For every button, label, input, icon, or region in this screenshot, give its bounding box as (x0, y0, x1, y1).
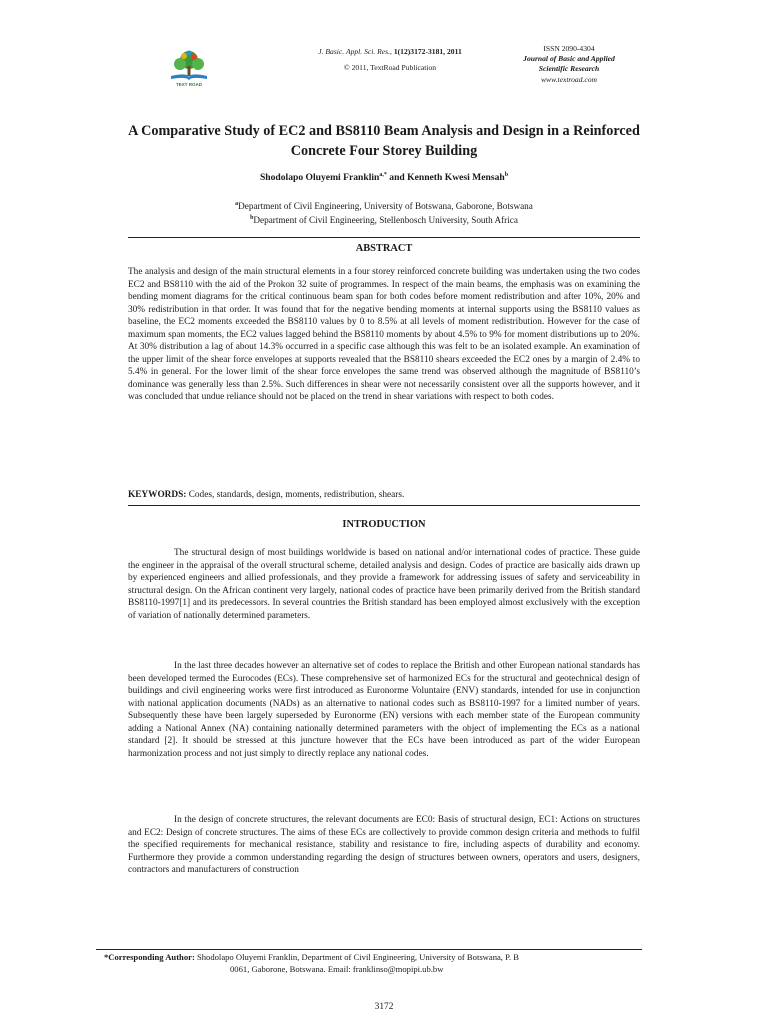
divider-abstract (128, 505, 640, 506)
footnote-label: *Corresponding Author: (104, 952, 195, 962)
affiliation-b-text: Department of Civil Engineering, Stellenbosch University, South Africa (253, 215, 518, 226)
affiliation-b-sup: b (250, 215, 254, 222)
textroad-logo (163, 48, 215, 90)
logo-text: TEXT ROAD (175, 82, 202, 87)
abstract-heading: ABSTRACT (355, 243, 413, 254)
introduction-heading: INTRODUCTION (342, 519, 426, 530)
corresponding-author-footnote (104, 952, 644, 975)
journal-citation (284, 44, 496, 60)
author-joiner: and (389, 172, 405, 184)
footnote-text-1: Shodolapo Oluyemi Franklin, Department of Civil Engineering, University of Botswana, P. B (196, 952, 519, 962)
author-2: Kenneth Kwesi Mensah (407, 172, 505, 184)
keywords-label: KEYWORDS: (128, 490, 187, 500)
journal-header-center (284, 44, 496, 76)
footnote-line1 (104, 952, 644, 964)
page-number: 3172 (374, 1002, 394, 1012)
journal-header-right (494, 44, 644, 85)
author-1-sup: a,* (379, 172, 387, 178)
affiliations (110, 198, 658, 226)
intro-paragraph-1: The structural design of most buildings worldwide is based on national and/or international codes of practice. These guide the engineer in the appraisal of the overall structural scheme, detailed analysis and design. Codes of practice are basically aids drawn up by experienced engineers and allied professionals, and they provide a framework for addressing issues of safety and serviceability in structural design. On the African continent very largely, national codes of practice have been primarily derived from the British standard BS8110-1997[1] and its predecessors. In several countries the British standard has been employed almost exclusively with the exception of variation of nationally determined parameters. (128, 548, 640, 621)
affiliation-a (110, 198, 658, 212)
abstract-text: The analysis and design of the main structural elements in a four storey reinforced concrete building was undertaken using the two codes EC2 and BS8110 with the aid of the Prokon 32 suite of programmes. In respect of the main beams, the emphasis was on examining the bending moment diagrams for the critical continuous beam span for both codes before moment redistribution and after 10%, 20% and 30% redistribution in that order. It was found that for the negative bending moments at internal supports using the BS8110 values as baseline, the EC2 moments exceeded the BS8110 values by 0 to 8.5% at all levels of moment redistribution. However for the case of maximum span moments, the EC2 values lagged behind the BS8110 moments by about 4.5% to 9% for moment distributions up to 20%. At 30% distribution a lag of about 14.3% occurred in a specific case although this was felt to be an isolated example. An examination of the upper limit of the shear force envelopes at supports revealed that the BS8110 shears exceeded the EC2 ones by a margin of 2.4% to 5.4% in general. For the lower limit of the shear force envelopes the same trend was observed although the magnitude of BS8110’s dominance was generally less than 2.5%. Such differences in shear were not necessarily consistent over all the supports however, and it was concluded that undue reliance should not be placed on the trend in shear variations with respect to both codes. (128, 267, 640, 402)
affiliation-a-sup: a (235, 201, 239, 207)
paper-title: A Comparative Study of EC2 and BS8110 Beam Analysis and Design in a Reinforced Concrete Four Storey Building (128, 123, 640, 159)
keywords-list: Codes, standards, design, moments, redistribution, shears. (188, 490, 405, 500)
author-line (110, 172, 658, 183)
citation-volume: 1(12)3172-3181, 2011 (393, 47, 462, 56)
footnote-line2: 0061, Gaborone, Botswana. Email: franklinso@mopipi.ub.bw (230, 963, 444, 974)
copyright-notice: © 2011, TextRoad Publication (343, 63, 437, 72)
affiliation-a-text: Department of Civil Engineering, University of Botswana, Gaborone, Botswana (238, 201, 533, 212)
intro-paragraph-3: In the design of concrete structures, the relevant documents are EC0: Basis of structural design, EC1: Actions on structures and EC2: Design of concrete structures. The aims of these ECs are collectively to provide common design criteria and methods to fulfil the specified requirements for mechanical resistance, stability and resistance to fire, including aspects of durability and economy. Furthermore they provide a common understanding regarding the design of structures between owners, operators and users, designers, contractors and manufacturers of construction (128, 815, 640, 875)
journal-name-line2: Scientific Research (538, 64, 600, 74)
affiliation-b (110, 212, 658, 226)
footnote-divider (96, 949, 642, 950)
keywords (128, 489, 640, 502)
divider-top (128, 237, 640, 238)
intro-paragraph-2: In the last three decades however an alternative set of codes to replace the British and other European national standards has been developed termed the Eurocodes (ECs). These comprehensive set of harmonized ECs for the structural and geotechnical design of buildings and civil engineering works were first introduced as Euronorme Voluntaire (ENV) standards, intended for use in conjunction with national application documents (NADs) as an alternative to national codes such as BS8110-1997 for a limited number of years. Subsequently these have been largely superseded by Euronorme (EN) versions with each member state of the European community adding a National Annex (NA) containing nationally determined parameters with the object of implementing the ECs as a national standard [2]. It should be stressed at this juncture however that the ECs have been introduced as part of the wider European harmonization process and not just simply to directly replace any national codes. (128, 661, 640, 759)
author-1: Shodolapo Oluyemi Franklin (259, 172, 380, 184)
journal-website[interactable]: www.textroad.com (540, 74, 598, 84)
citation-prefix: J. Basic. Appl. Sci. Res., (318, 47, 392, 56)
journal-name-line1: Journal of Basic and Applied (523, 54, 615, 64)
issn: ISSN 2090-4304 (543, 44, 595, 53)
author-2-sup: b (504, 172, 509, 178)
